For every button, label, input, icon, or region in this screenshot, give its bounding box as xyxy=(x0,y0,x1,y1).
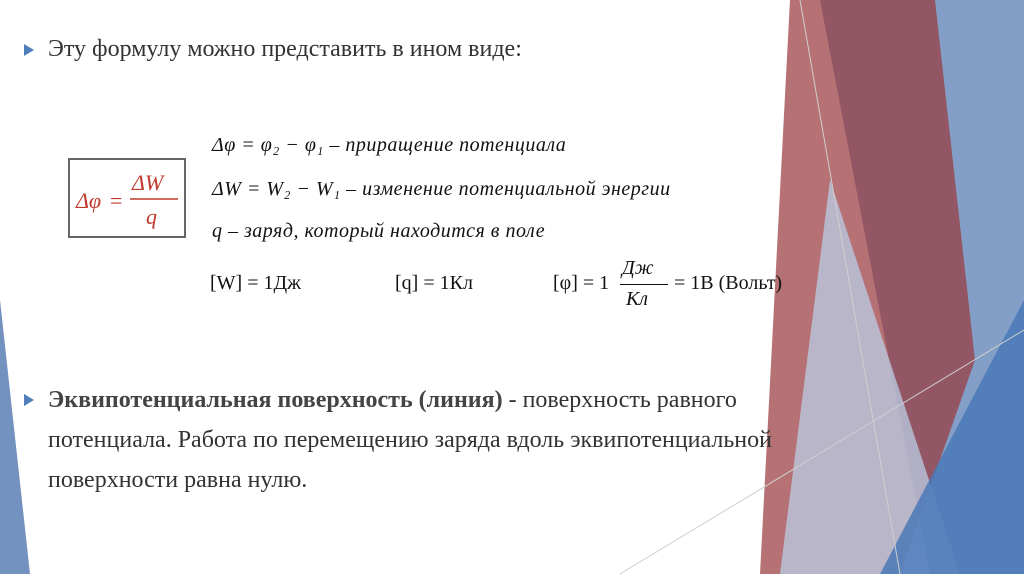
unit-energy: [W] = 1Дж xyxy=(210,272,301,294)
equipotential-term: Эквипотенциальная поверхность (линия) xyxy=(48,387,503,413)
definition-delta-phi: Δφ = φ₂ − φ₁ – приращение потенциала xyxy=(212,134,567,156)
unit-potential-denominator: Кл xyxy=(626,288,649,310)
equipotential-definition: - поверхность равного потенциала. Работа по перемещению заряда вдоль эквипотенциальной поверхности равна нулю. xyxy=(48,387,772,493)
formula-numerator: ΔW xyxy=(132,170,164,195)
unit-potential-numerator: Дж xyxy=(622,257,654,279)
bullet-arrow-icon xyxy=(24,394,34,406)
unit-fraction-bar xyxy=(620,284,668,285)
unit-potential-left: [φ] = 1 xyxy=(553,272,610,294)
bullet-arrow-icon xyxy=(24,44,34,56)
bullet-intro-text: Эту формулу можно представить в ином виде: xyxy=(48,36,522,62)
definition-delta-w: ΔW = W₂ − W₁ – изменение потенциальной энергии xyxy=(212,178,671,200)
unit-charge: [q] = 1Кл xyxy=(395,272,473,294)
formula-lhs: Δφ xyxy=(76,188,102,213)
unit-potential-right: = 1В (Вольт) xyxy=(674,272,783,294)
bullet-equipotential xyxy=(24,380,814,500)
definition-q: q – заряд, который находится в поле xyxy=(212,220,546,242)
formula-box-math xyxy=(70,160,184,236)
formula-box xyxy=(68,158,186,238)
formula-eq: = xyxy=(110,188,123,213)
bullet-equipotential-text xyxy=(48,380,814,500)
bullet-intro xyxy=(24,36,522,63)
formula-denominator: q xyxy=(146,204,157,229)
